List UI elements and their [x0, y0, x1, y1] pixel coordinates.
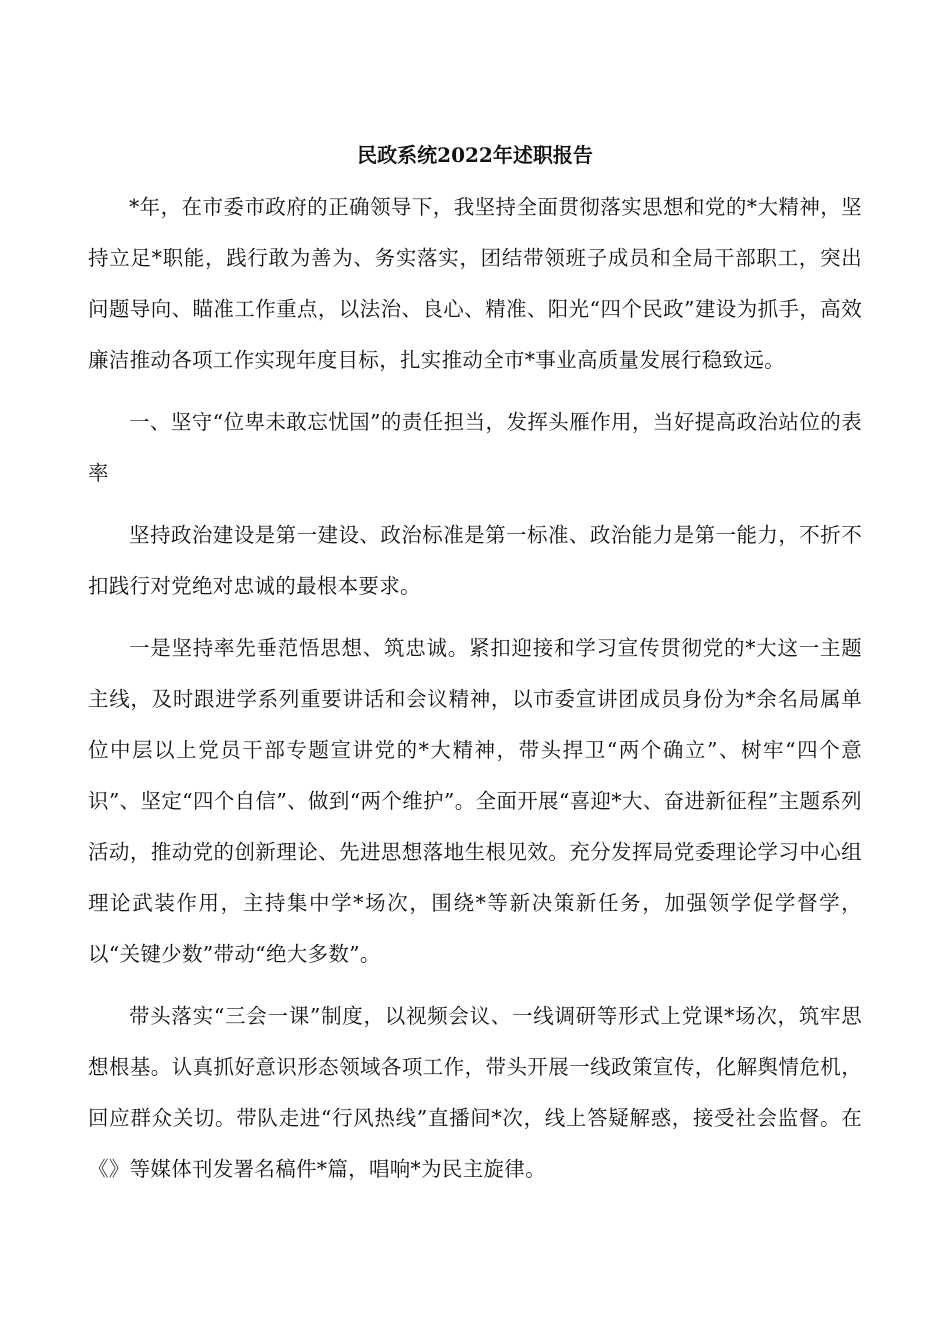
paragraph-intro: *年，在市委市政府的正确领导下，我坚持全面贯彻落实思想和党的*大精神，坚持立足*职能，践行敢为善为、务实落实，团结带领班子成员和全局干部职工，突出问题导向、瞄准工作重点，以法治、良心、精准、阳光“四个民政”建设为抓手，高效廉洁推动各项工作实现年度目标，扎实推动全市*事业高质量发展行稳致远。	[88, 195, 862, 372]
paragraph-lead-by-example: 一是坚持率先垂范悟思想、筑忠诚。紧扣迎接和学习宣传贯彻党的*大这一主题主线，及时跟进学系列重要讲话和会议精神，以市委宣讲团成员身份为*余名局属单位中层以上党员干部专题宣讲党的*大精神，带头捍卫“两个确立”、树牢“四个意识”、坚定“四个自信”、做到“两个维护”。全面开展“喜迎*大、奋进新征程”主题系列活动，推动党的创新理论、先进思想落地生根见效。充分发挥局党委理论学习中心组理论武装作用，主持集中学*场次，围绕*等新决策新任务，加强领学促学督学，以“关键少数”带动“绝大多数”。	[88, 636, 862, 966]
paragraph-political-building: 坚持政治建设是第一建设、政治标准是第一标准、政治能力是第一能力，不折不扣践行对党绝对忠诚的最根本要求。	[88, 523, 862, 598]
section-heading-1: 一、坚守“位卑未敢忘忧国”的责任担当，发挥头雁作用，当好提高政治站位的表率	[88, 410, 862, 485]
document-title: 民政系统2022年述职报告	[357, 143, 593, 167]
paragraph-three-meetings: 带头落实“三会一课”制度，以视频会议、一线调研等形式上党课*场次，筑牢思想根基。认真抓好意识形态领域各项工作，带头开展一线政策宣传，化解舆情危机，回应群众关切。带队走进“行风热线”直播间*次，线上答疑解惑，接受社会监督。在《》等媒体刊发署名稿件*篇，唱响*为民主旋律。	[88, 1004, 862, 1181]
